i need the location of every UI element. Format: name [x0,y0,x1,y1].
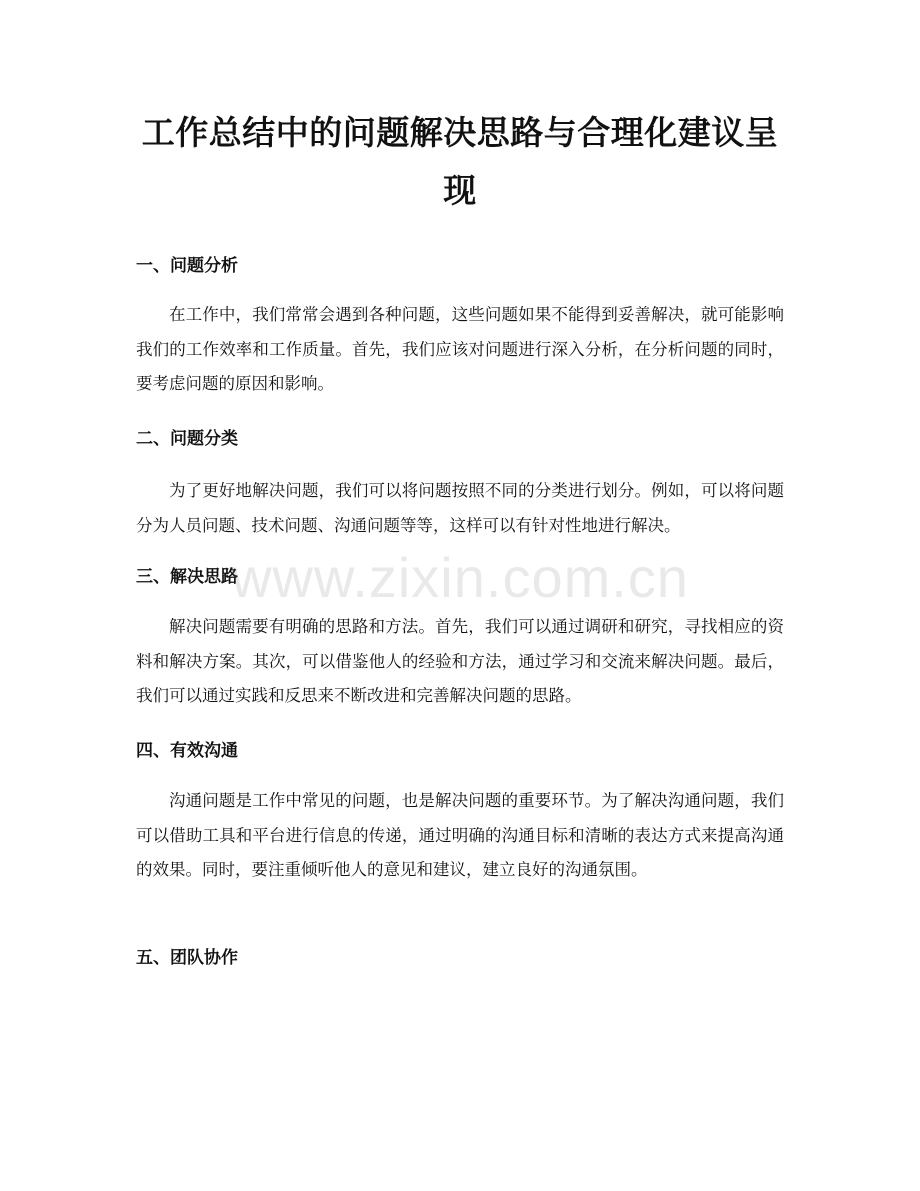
section-heading-4: 四、有效沟通 [136,741,238,761]
section-heading-3: 三、解决思路 [136,567,238,587]
section-paragraph-4: 沟通问题是工作中常见的问题，也是解决问题的重要环节。为了解决沟通问题，我们可以借助工具和平台进行信息的传递，通过明确的沟通目标和清晰的表达方式来提高沟通的效果。同时，要注重倾听他人的意见和建议，建立良好的沟通氛围。 [136,791,784,879]
section-paragraph-1: 在工作中，我们常常会遇到各种问题，这些问题如果不能得到妥善解决，就可能影响我们的工作效率和工作质量。首先，我们应该对问题进行深入分析，在分析问题的同时，要考虑问题的原因和影响。 [136,305,784,393]
section-heading-2: 二、问题分类 [136,429,238,449]
document-title: 工作总结中的问题解决思路与合理化建议呈现 [141,113,779,210]
watermark: www.zixin.com.cn [231,546,689,609]
section-heading-1: 一、问题分析 [136,256,238,276]
section-heading-5: 五、团队协作 [136,948,238,968]
section-paragraph-2: 为了更好地解决问题，我们可以将问题按照不同的分类进行划分。例如，可以将问题分为人员问题、技术问题、沟通问题等等，这样可以有针对性地进行解决。 [136,481,784,535]
section-paragraph-3: 解决问题需要有明确的思路和方法。首先，我们可以通过调研和研究，寻找相应的资料和解决方案。其次，可以借鉴他人的经验和方法，通过学习和交流来解决问题。最后，我们可以通过实践和反思来不断改进和完善解决问题的思路。 [136,617,784,705]
